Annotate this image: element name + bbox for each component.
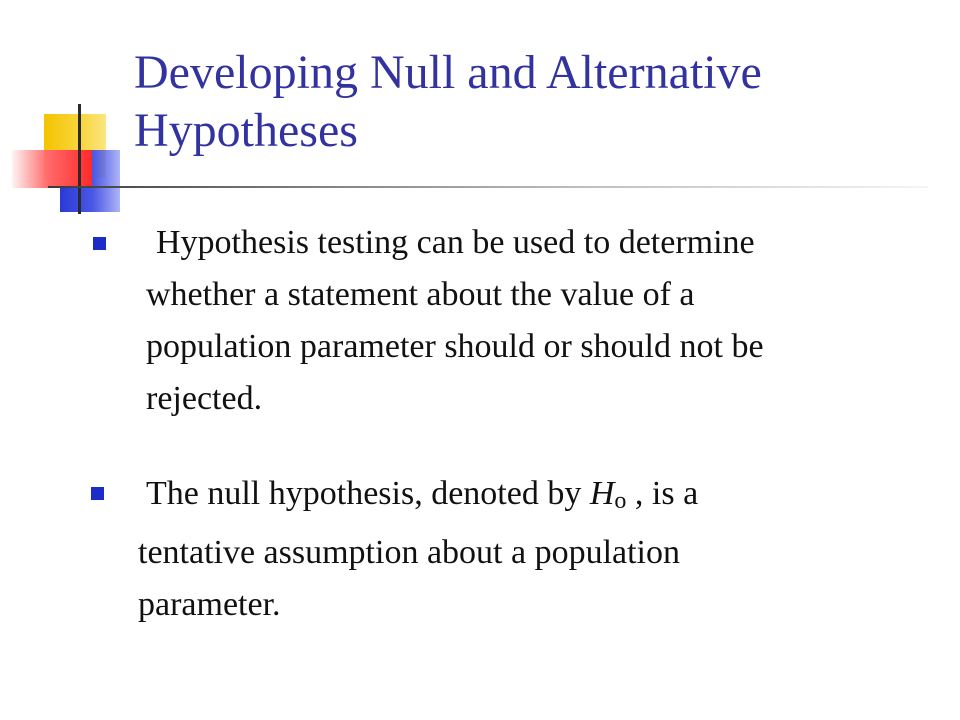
bullet-square-icon <box>93 237 106 250</box>
null-hypothesis-symbol: H <box>589 475 615 512</box>
slide-title-line-1: Developing Null and Alternative <box>134 46 762 99</box>
bullet-2-text <box>138 468 928 631</box>
bullet-2-line-1-after: , is a <box>626 475 699 512</box>
bullet-1-line-1: Hypothesis testing can be used to determine <box>156 224 755 261</box>
bullet-2-line-3: parameter. <box>138 586 281 623</box>
bullet-square-icon <box>91 487 104 500</box>
bullet-1-line-2: whether a statement about the value of a <box>146 276 695 313</box>
slide-title-line-2: Hypotheses <box>134 104 358 157</box>
decorative-vertical-line <box>78 104 81 214</box>
slide-title <box>134 44 934 160</box>
bullet-1-text <box>146 217 936 425</box>
bullet-2-line-2: tentative assumption about a population <box>138 534 681 571</box>
null-hypothesis-subscript: o <box>614 488 627 514</box>
bullet-2-line-1-before: The null hypothesis, denoted by <box>146 475 590 512</box>
title-underline-rule <box>48 186 928 188</box>
bullet-1-line-4: rejected. <box>146 380 263 417</box>
bullet-1-line-3: population parameter should or should not be <box>146 328 764 365</box>
